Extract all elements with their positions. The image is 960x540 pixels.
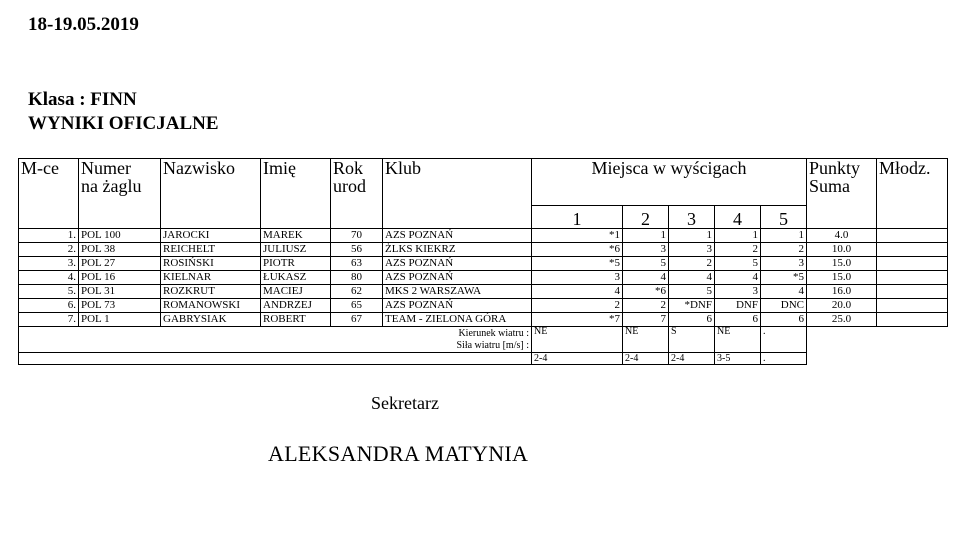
race-result: 4 (623, 271, 669, 285)
points-total: 15.0 (807, 257, 877, 271)
race-5-header: 5 (761, 206, 807, 229)
club: MKS 2 WARSZAWA (383, 285, 532, 299)
first-name: JULIUSZ (261, 243, 331, 257)
race-result: *6 (532, 243, 623, 257)
club: TEAM - ZIELONA GÓRA (383, 313, 532, 327)
race-result: 5 (715, 257, 761, 271)
race-result: *1 (532, 229, 623, 243)
place: 6. (19, 299, 79, 313)
race-result: *7 (532, 313, 623, 327)
table-row (19, 257, 948, 271)
place: 5. (19, 285, 79, 299)
sail-number: POL 73 (79, 299, 161, 313)
race-number-row (19, 206, 948, 229)
table-row (19, 299, 948, 313)
surname: ROSIŃSKI (161, 257, 261, 271)
place: 1. (19, 229, 79, 243)
race-result: 3 (669, 243, 715, 257)
points-total: 16.0 (807, 285, 877, 299)
youth-cell (877, 229, 948, 243)
race-result: 2 (669, 257, 715, 271)
first-name: ROBERT (261, 313, 331, 327)
youth-cell (877, 243, 948, 257)
race-2-header: 2 (623, 206, 669, 229)
header-row (19, 159, 948, 206)
col-club-header: Klub (383, 159, 532, 206)
club: AZS POZNAŃ (383, 299, 532, 313)
sail-number: POL 1 (79, 313, 161, 327)
place: 7. (19, 313, 79, 327)
sail-number: POL 38 (79, 243, 161, 257)
race-result: 3 (623, 243, 669, 257)
race-result: 1 (761, 229, 807, 243)
sail-number: POL 27 (79, 257, 161, 271)
birth-year: 56 (331, 243, 383, 257)
youth-cell (877, 299, 948, 313)
sail-number: POL 31 (79, 285, 161, 299)
col-surname-header: Nazwisko (161, 159, 261, 206)
wind-direction-value: NE (532, 327, 623, 353)
race-result: 1 (715, 229, 761, 243)
wind-strength-label: Siła wiatru [m/s] : (456, 340, 529, 351)
col-year-header: Rok urod (331, 159, 383, 206)
table-row (19, 271, 948, 285)
results-table (18, 158, 948, 365)
col-youth-header: Młodz. (877, 159, 948, 206)
race-result: *6 (623, 285, 669, 299)
col-name-header: Imię (261, 159, 331, 206)
secretary-label: Sekretarz (371, 393, 439, 413)
race-result: 1 (623, 229, 669, 243)
race-result: 4 (669, 271, 715, 285)
secretary-name: ALEKSANDRA MATYNIA (268, 441, 529, 466)
birth-year: 62 (331, 285, 383, 299)
wind-labels (19, 327, 532, 353)
wind-strength-value: . (761, 353, 807, 365)
table-row (19, 243, 948, 257)
wind-direction-label: Kierunek wiatru : (458, 328, 529, 339)
race-result: 4 (532, 285, 623, 299)
youth-cell (877, 257, 948, 271)
race-result: *DNF (669, 299, 715, 313)
place: 4. (19, 271, 79, 285)
race-result: DNF (715, 299, 761, 313)
first-name: MACIEJ (261, 285, 331, 299)
youth-cell (877, 271, 948, 285)
club: ŻLKS KIEKRZ (383, 243, 532, 257)
points-total: 4.0 (807, 229, 877, 243)
race-1-header: 1 (532, 206, 623, 229)
race-result: 2 (715, 243, 761, 257)
wind-direction-value: NE (623, 327, 669, 353)
wind-strength-value: 2-4 (669, 353, 715, 365)
table-row (19, 285, 948, 299)
col-points-header: Punkty Suma (807, 159, 877, 206)
wind-direction-value: S (669, 327, 715, 353)
race-result: 5 (669, 285, 715, 299)
birth-year: 80 (331, 271, 383, 285)
wind-strength-value: 3-5 (715, 353, 761, 365)
race-result: 2 (532, 299, 623, 313)
race-result: DNC (761, 299, 807, 313)
club: AZS POZNAŃ (383, 229, 532, 243)
points-total: 25.0 (807, 313, 877, 327)
surname: ROZKRUT (161, 285, 261, 299)
surname: JAROCKI (161, 229, 261, 243)
points-total: 10.0 (807, 243, 877, 257)
club: AZS POZNAŃ (383, 271, 532, 285)
first-name: ANDRZEJ (261, 299, 331, 313)
birth-year: 65 (331, 299, 383, 313)
race-result: 3 (715, 285, 761, 299)
place: 2. (19, 243, 79, 257)
race-result: 1 (669, 229, 715, 243)
birth-year: 70 (331, 229, 383, 243)
race-result: 4 (761, 285, 807, 299)
event-date: 18-19.05.2019 (28, 14, 139, 35)
race-result: 6 (761, 313, 807, 327)
results-title: WYNIKI OFICJALNE (28, 113, 219, 134)
race-result: 5 (623, 257, 669, 271)
place: 3. (19, 257, 79, 271)
class-label: Klasa : FINN (28, 89, 137, 110)
race-result: 7 (623, 313, 669, 327)
wind-strength-value: 2-4 (623, 353, 669, 365)
race-result: 2 (623, 299, 669, 313)
table-row (19, 229, 948, 243)
sail-number: POL 100 (79, 229, 161, 243)
race-result: *5 (761, 271, 807, 285)
surname: REICHELT (161, 243, 261, 257)
youth-cell (877, 313, 948, 327)
surname: KIELNAR (161, 271, 261, 285)
first-name: ŁUKASZ (261, 271, 331, 285)
birth-year: 67 (331, 313, 383, 327)
first-name: PIOTR (261, 257, 331, 271)
club: AZS POZNAŃ (383, 257, 532, 271)
col-races-header: Miejsca w wyścigach (532, 159, 807, 206)
surname: ROMANOWSKI (161, 299, 261, 313)
race-result: 4 (715, 271, 761, 285)
points-total: 20.0 (807, 299, 877, 313)
race-3-header: 3 (669, 206, 715, 229)
wind-direction-value: . (761, 327, 807, 353)
youth-cell (877, 285, 948, 299)
wind-direction-row (19, 327, 948, 353)
race-result: 3 (761, 257, 807, 271)
race-result: 3 (532, 271, 623, 285)
race-result: 6 (715, 313, 761, 327)
surname: GABRYSIAK (161, 313, 261, 327)
col-sail-header: Numer na żaglu (79, 159, 161, 206)
wind-direction-value: NE (715, 327, 761, 353)
first-name: MAREK (261, 229, 331, 243)
wind-strength-value: 2-4 (532, 353, 623, 365)
sail-number: POL 16 (79, 271, 161, 285)
wind-strength-row (19, 353, 948, 365)
race-4-header: 4 (715, 206, 761, 229)
race-result: *5 (532, 257, 623, 271)
race-result: 6 (669, 313, 715, 327)
points-total: 15.0 (807, 271, 877, 285)
birth-year: 63 (331, 257, 383, 271)
col-place-header: M-ce (19, 159, 79, 206)
table-row (19, 313, 948, 327)
race-result: 2 (761, 243, 807, 257)
